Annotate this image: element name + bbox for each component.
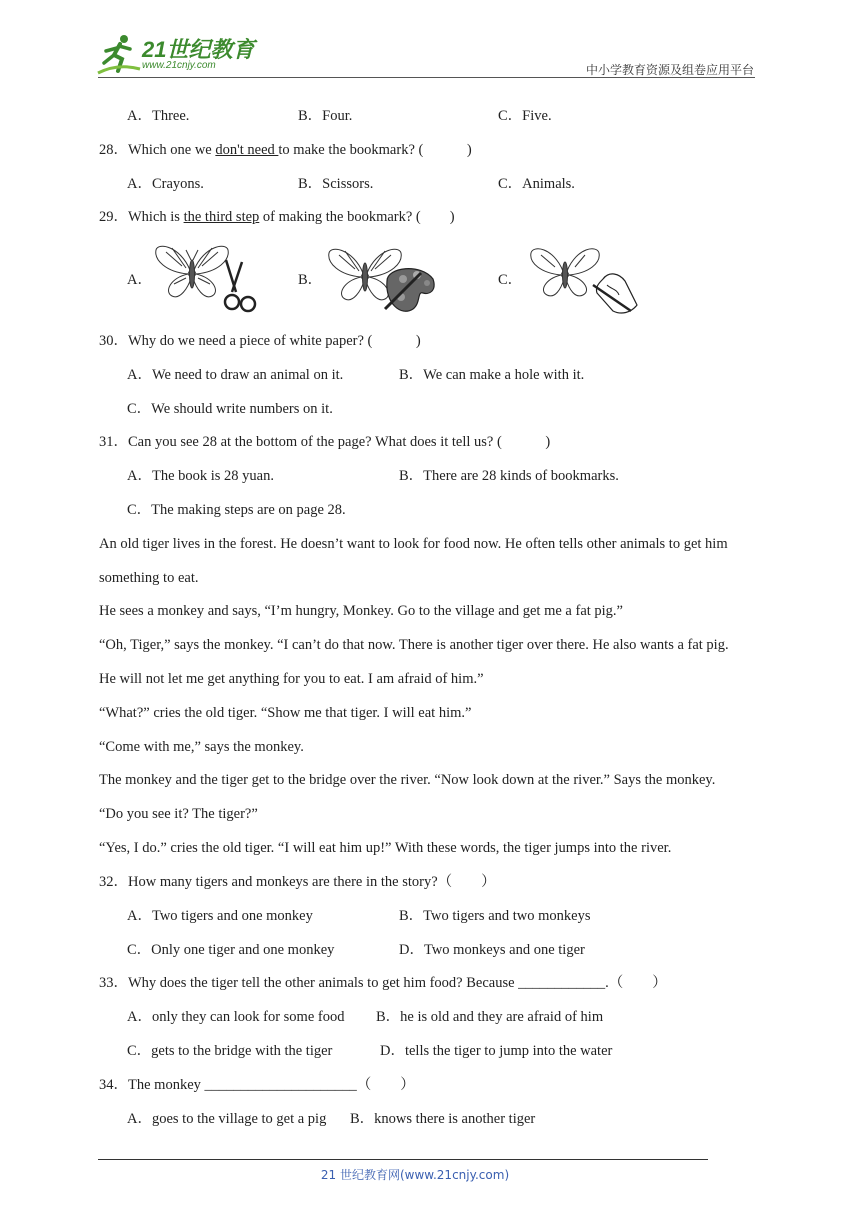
q30-option-c: C．We should write numbers on it. xyxy=(127,401,333,417)
q31-option-b: B．There are 28 kinds of bookmarks. xyxy=(399,468,619,484)
q28-stem-post: to make the bookmark? ( ) xyxy=(278,142,472,158)
platform-label: 中小学教育资源及组卷应用平台 xyxy=(585,63,754,77)
q29-option-c: C． xyxy=(498,272,523,288)
q28-stem xyxy=(99,141,472,159)
q30-option-b: B．We can make a hole with it. xyxy=(399,367,585,383)
q34-option-a: A．goes to the village to get a pig xyxy=(127,1111,327,1127)
q27-option-c: C．Five. xyxy=(498,108,552,124)
q33-option-b: B．he is old and they are afraid of him xyxy=(376,1009,604,1025)
q31-stem: 31．Can you see 28 at the bottom of the page? What does it tell us? ( ) xyxy=(99,434,551,450)
q29-stem-underlined: the third step xyxy=(183,209,260,225)
q29-stem-post: of making the bookmark? ( ) xyxy=(259,209,455,225)
q32-option-a: A．Two tigers and one monkey xyxy=(127,908,313,924)
butterfly-palette-icon xyxy=(325,243,437,319)
q29-option-b: B． xyxy=(298,272,323,288)
q28-stem-underlined: don't need xyxy=(215,142,279,158)
passage-line: An old tiger lives in the forest. He doesn’t want to look for food now. He often tells other animals to get him xyxy=(99,536,728,552)
passage-line: The monkey and the tiger get to the bridge over the river. “Now look down at the river.” Says the monkey. xyxy=(99,772,716,788)
passage-line: something to eat. xyxy=(99,570,199,586)
passage-line: “Do you see it? The tiger?” xyxy=(99,806,258,822)
q32-option-d: D．Two monkeys and one tiger xyxy=(399,942,585,958)
q29-stem-pre: 29．Which is xyxy=(99,209,184,225)
site-logo xyxy=(96,33,256,79)
q29-option-a: A． xyxy=(127,272,152,288)
q28-stem-pre: 28．Which one we xyxy=(99,142,216,158)
header-divider xyxy=(98,77,755,78)
q32-stem: 32．How many tigers and monkeys are there in the story?（ ） xyxy=(99,874,496,890)
passage-line: “Come with me,” says the monkey. xyxy=(99,739,304,755)
logo-title: 21世纪教育 xyxy=(142,37,255,62)
q29-stem xyxy=(99,208,455,226)
q30-option-a: A．We need to draw an animal on it. xyxy=(127,367,344,383)
page-footer xyxy=(0,1166,860,1183)
q31-option-c: C．The making steps are on page 28. xyxy=(127,502,346,518)
q28-option-c: C．Animals. xyxy=(498,176,575,192)
passage-line: He will not let me get anything for you to eat. I am afraid of him.” xyxy=(99,671,484,687)
q34-option-b: B．knows there is another tiger xyxy=(350,1111,536,1127)
butterfly-scissors-icon xyxy=(152,240,260,316)
q28-option-a: A．Crayons. xyxy=(127,176,204,192)
footer-link[interactable]: 21 世纪教育网(www.21cnjy.com) xyxy=(320,1168,510,1182)
footer-divider xyxy=(98,1159,708,1160)
q28-option-b: B．Scissors. xyxy=(298,176,374,192)
q33-option-a: A．only they can look for some food xyxy=(127,1009,345,1025)
q34-stem: 34．The monkey _____________________（ ） xyxy=(99,1077,415,1093)
q30-stem: 30．Why do we need a piece of white paper? ( ) xyxy=(99,333,421,349)
butterfly-pencil-hand-icon xyxy=(527,243,641,317)
q27-option-b: B．Four. xyxy=(298,108,353,124)
q33-option-d: D．tells the tiger to jump into the water xyxy=(380,1043,613,1059)
passage-line: “Oh, Tiger,” says the monkey. “I can’t do that now. There is another tiger over there. He also wants a fat pig. xyxy=(99,637,729,653)
passage-line: He sees a monkey and says, “I’m hungry, Monkey. Go to the village and get me a fat pig.” xyxy=(99,603,623,619)
q32-option-b: B．Two tigers and two monkeys xyxy=(399,908,591,924)
q31-option-a: A．The book is 28 yuan. xyxy=(127,468,274,484)
runner-logo-icon xyxy=(96,33,142,77)
passage-line: “What?” cries the old tiger. “Show me that tiger. I will eat him.” xyxy=(99,705,472,721)
q27-option-a: A．Three. xyxy=(127,108,190,124)
q33-option-c: C．gets to the bridge with the tiger xyxy=(127,1043,333,1059)
logo-url: www.21cnjy.com xyxy=(142,60,216,71)
page-header xyxy=(0,0,860,80)
passage-line: “Yes, I do.” cries the old tiger. “I will eat him up!” With these words, the tiger jumps into the river. xyxy=(99,840,672,856)
q32-option-c: C．Only one tiger and one monkey xyxy=(127,942,335,958)
q33-stem: 33．Why does the tiger tell the other animals to get him food? Because ____________.（ ） xyxy=(99,975,667,991)
